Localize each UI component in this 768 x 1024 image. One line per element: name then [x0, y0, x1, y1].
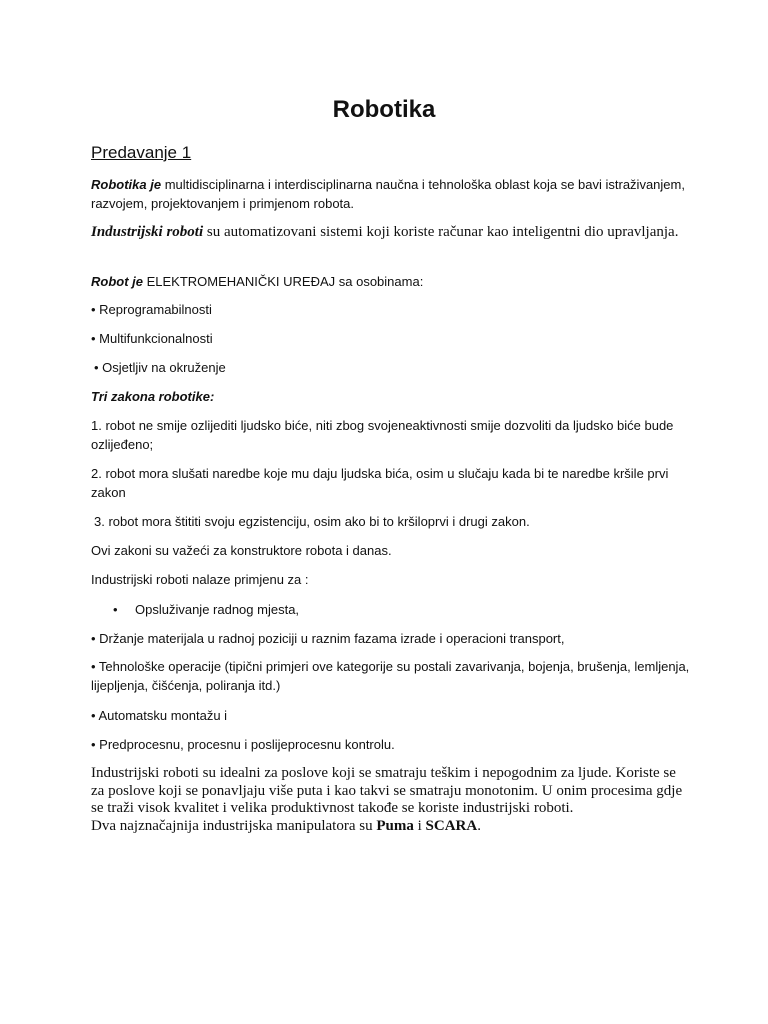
conjunction: i — [413, 817, 426, 834]
application-item: • Tehnološke operacije (tipični primjeri ove kategorije su postali zavarivanja, bojenja, brušenja, lemljenja, lijepljenja, čišćenja, poliranja itd.) — [91, 659, 690, 693]
application-text: Opsluživanje radnog mjesta, — [135, 602, 300, 617]
bullet: • — [113, 602, 118, 617]
law-item: 3. robot mora štititi svoju egzistenciju, osim ako bi to kršiloprvi i drugi zakon. — [94, 514, 530, 529]
application-item — [113, 600, 713, 619]
lecture-subtitle: Predavanje 1 — [91, 143, 192, 162]
puma-name: Puma — [376, 817, 414, 834]
property-item: • Osjetljiv na okruženje — [94, 360, 226, 375]
application-item: • Predprocesnu, procesnu i poslijeprocesnu kontrolu. — [91, 737, 395, 752]
robot-term: Robot je — [91, 274, 143, 289]
scara-name: SCARA — [425, 817, 478, 834]
industrial-robots-term: Industrijski roboti — [91, 224, 204, 240]
laws-note: Ovi zakoni su važeći za konstruktore robota i danas. — [91, 543, 392, 558]
law-item: 2. robot mora slušati naredbe koje mu daju ljudska bića, osim u slučaju kada bi te naredbe kršile prvi zakon — [91, 466, 669, 500]
closing-text: Industrijski roboti su idealni za poslove koji se smatraju teškim i nepogodnim za ljude. Koriste se za poslove koji se ponavljaju više puta i kao takvi se smatraju monotonim. U onim procesima gdje se traži visok kvalitet i velika produktivnost takođe se koriste industrijski roboti. — [91, 765, 683, 817]
robot-definition-text: ELEKTROMEHANIČKI UREĐAJ sa osobinama: — [143, 274, 424, 289]
industrial-robots-definition-text: su automatizovani sistemi koji koriste računar kao inteligentni dio upravljanja. — [203, 224, 679, 240]
robotics-definition — [91, 175, 691, 213]
manipulators-text: Dva najznačajnija industrijska manipulatora su — [91, 817, 377, 834]
law-item: 1. robot ne smije ozlijediti ljudsko biće, niti zbog svojeneaktivnosti smije dozvoliti da ljudsko biće bude ozlijeđeno; — [91, 418, 674, 452]
period: . — [477, 817, 481, 834]
property-item: • Multifunkcionalnosti — [91, 331, 213, 346]
laws-heading: Tri zakona robotike: — [91, 389, 215, 404]
page-title: Robotika — [332, 96, 436, 123]
closing-paragraph — [91, 765, 691, 835]
industrial-robots-definition — [91, 223, 691, 241]
application-item: • Držanje materijala u radnoj poziciji u raznim fazama izrade i operacioni transport, — [91, 631, 565, 646]
application-item: • Automatsku montažu i — [91, 708, 228, 723]
robotics-definition-text: multidisciplinarna i interdisciplinarna naučna i tehnološka oblast koja se bavi istraživanjem, razvojem, projektovanjem i primjenom robota. — [91, 177, 685, 211]
robot-definition — [91, 272, 691, 291]
property-item: • Reprogramabilnosti — [91, 302, 212, 317]
applications-intro: Industrijski roboti nalaze primjenu za : — [91, 572, 309, 587]
robotics-term: Robotika je — [91, 177, 162, 192]
